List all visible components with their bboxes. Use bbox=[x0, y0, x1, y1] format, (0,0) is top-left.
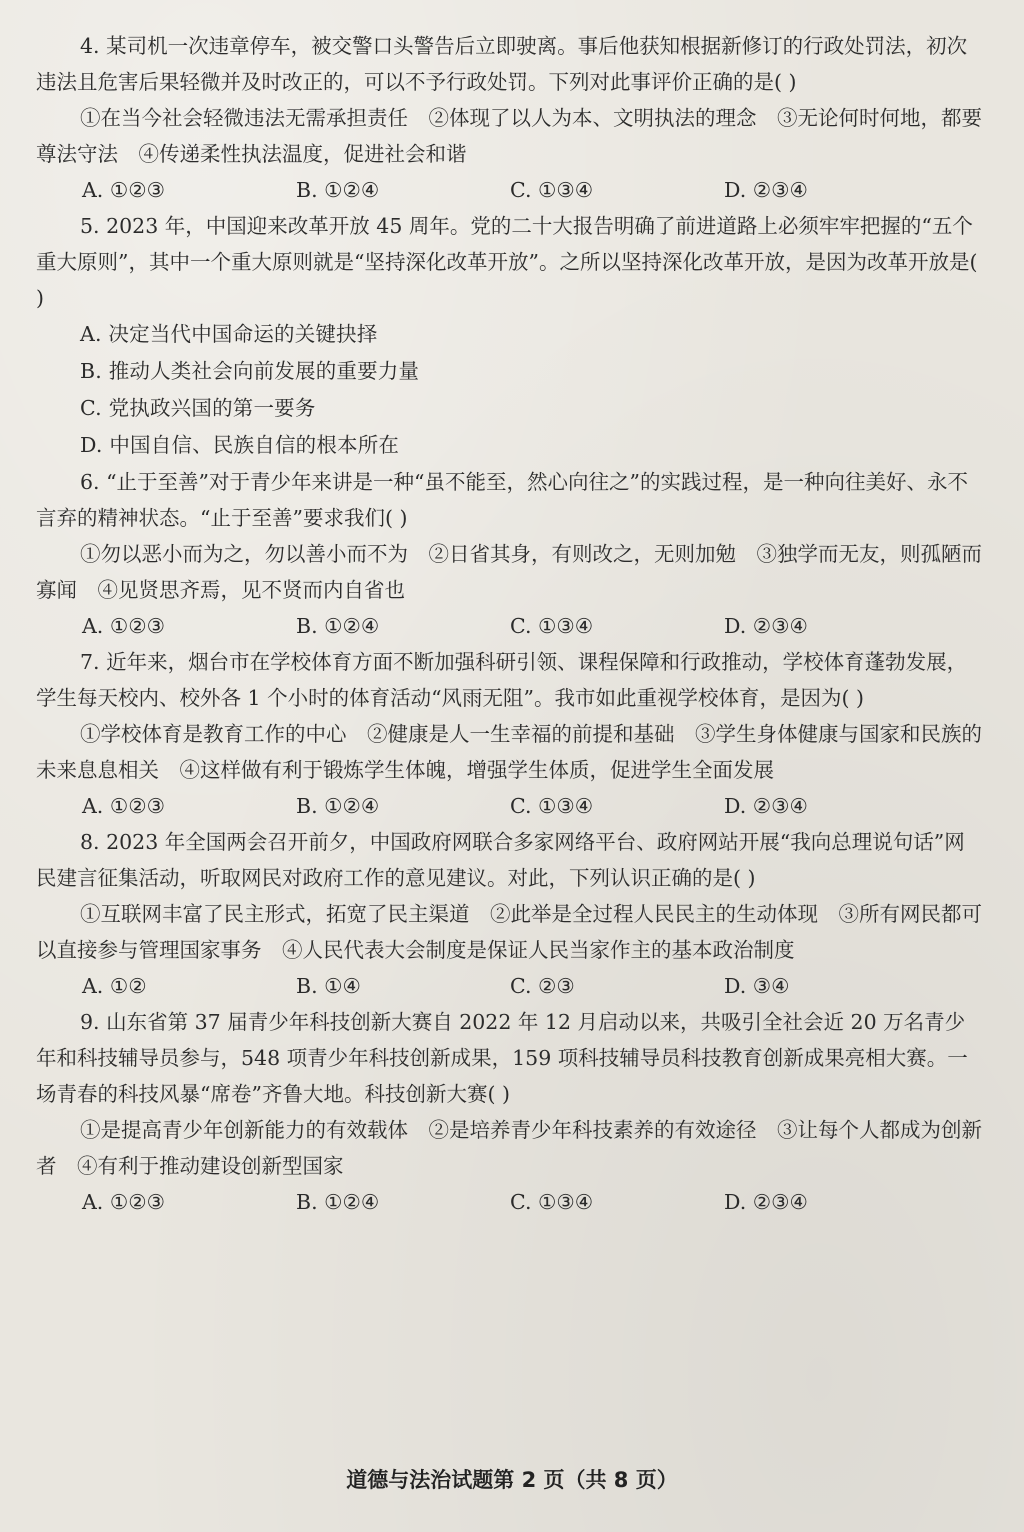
question-7 bbox=[36, 644, 984, 824]
option-a[interactable]: A. ①② bbox=[82, 974, 147, 998]
question-6 bbox=[36, 464, 984, 644]
answer-options bbox=[36, 608, 984, 644]
question-4 bbox=[36, 28, 984, 208]
option-d[interactable]: D. ②③④ bbox=[724, 794, 808, 818]
question-5 bbox=[36, 208, 984, 464]
option-c[interactable]: C. ②③ bbox=[510, 974, 575, 998]
option-a[interactable]: A. ①②③ bbox=[82, 794, 165, 818]
option-a[interactable]: A. ①②③ bbox=[82, 1190, 165, 1214]
question-stem: 8. 2023 年全国两会召开前夕，中国政府网联合多家网络平台、政府网站开展“我向总理说句话”网民建言征集活动，听取网民对政府工作的意见建议。对此，下列认识正确的是( ) bbox=[36, 830, 965, 890]
question-statements: ①互联网丰富了民主形式，拓宽了民主渠道 ②此举是全过程人民民主的生动体现 ③所有网民都可以直接参与管理国家事务 ④人民代表大会制度是保证人民当家作主的基本政治制度 bbox=[36, 902, 982, 962]
option-c[interactable]: C. 党执政兴国的第一要务 bbox=[80, 396, 316, 420]
question-stem: 4. 某司机一次违章停车，被交警口头警告后立即驶离。事后他获知根据新修订的行政处罚法，初次违法且危害后果轻微并及时改正的，可以不予行政处罚。下列对此事评价正确的是( ) bbox=[36, 34, 968, 94]
option-b[interactable]: B. ①②④ bbox=[296, 178, 380, 202]
answer-options bbox=[36, 968, 984, 1004]
option-b[interactable]: B. ①④ bbox=[296, 974, 361, 998]
option-d[interactable]: D. ③④ bbox=[724, 974, 790, 998]
option-a[interactable]: A. ①②③ bbox=[82, 178, 165, 202]
option-c[interactable]: C. ①③④ bbox=[510, 614, 594, 638]
option-c[interactable]: C. ①③④ bbox=[510, 178, 594, 202]
question-statements: ①在当今社会轻微违法无需承担责任 ②体现了以人为本、文明执法的理念 ③无论何时何地，都要尊法守法 ④传递柔性执法温度，促进社会和谐 bbox=[36, 106, 982, 166]
option-d[interactable]: D. 中国自信、民族自信的根本所在 bbox=[80, 433, 400, 457]
answer-options bbox=[36, 788, 984, 824]
option-c[interactable]: C. ①③④ bbox=[510, 794, 594, 818]
option-b[interactable]: B. 推动人类社会向前发展的重要力量 bbox=[80, 359, 420, 383]
question-statements: ①学校体育是教育工作的中心 ②健康是人一生幸福的前提和基础 ③学生身体健康与国家和民族的未来息息相关 ④这样做有利于锻炼学生体魄，增强学生体质，促进学生全面发展 bbox=[36, 722, 982, 782]
answer-options bbox=[36, 1184, 984, 1220]
question-stem: 5. 2023 年，中国迎来改革开放 45 周年。党的二十大报告明确了前进道路上必须牢牢把握的“五个重大原则”，其中一个重大原则就是“坚持深化改革开放”。之所以坚持深化改革开放，是因为改革开放是( ) bbox=[36, 214, 978, 310]
question-statements: ①是提高青少年创新能力的有效载体 ②是培养青少年科技素养的有效途径 ③让每个人都成为创新者 ④有利于推动建设创新型国家 bbox=[36, 1118, 982, 1178]
option-b[interactable]: B. ①②④ bbox=[296, 614, 380, 638]
question-stem: 7. 近年来，烟台市在学校体育方面不断加强科研引领、课程保障和行政推动，学校体育蓬勃发展，学生每天校内、校外各 1 个小时的体育活动“风雨无阻”。我市如此重视学校体育，是因为( ) bbox=[36, 650, 968, 710]
option-d[interactable]: D. ②③④ bbox=[724, 1190, 808, 1214]
option-d[interactable]: D. ②③④ bbox=[724, 178, 808, 202]
question-8 bbox=[36, 824, 984, 1004]
option-a[interactable]: A. 决定当代中国命运的关键抉择 bbox=[80, 322, 378, 346]
option-d[interactable]: D. ②③④ bbox=[724, 614, 808, 638]
question-stem: 6. “止于至善”对于青少年来讲是一种“虽不能至，然心向往之”的实践过程，是一种向往美好、永不言弃的精神状态。“止于至善”要求我们( ) bbox=[36, 470, 968, 530]
question-statements: ①勿以恶小而为之，勿以善小而不为 ②日省其身，有则改之，无则加勉 ③独学而无友，则孤陋而寡闻 ④见贤思齐焉，见不贤而内自省也 bbox=[36, 542, 982, 602]
question-9 bbox=[36, 1004, 984, 1220]
option-a[interactable]: A. ①②③ bbox=[82, 614, 165, 638]
option-b[interactable]: B. ①②④ bbox=[296, 794, 380, 818]
option-b[interactable]: B. ①②④ bbox=[296, 1190, 380, 1214]
answer-options bbox=[36, 172, 984, 208]
page-footer: 道德与法治试题第 2 页（共 8 页） bbox=[346, 1468, 678, 1492]
option-c[interactable]: C. ①③④ bbox=[510, 1190, 594, 1214]
question-stem: 9. 山东省第 37 届青少年科技创新大赛自 2022 年 12 月启动以来，共吸引全社会近 20 万名青少年和科技辅导员参与，548 项青少年科技创新成果，159 项科技辅导员科技教育创新成果亮相大赛。一场青春的科技风暴“席卷”齐鲁大地。科技创新大赛( ) bbox=[36, 1010, 968, 1106]
